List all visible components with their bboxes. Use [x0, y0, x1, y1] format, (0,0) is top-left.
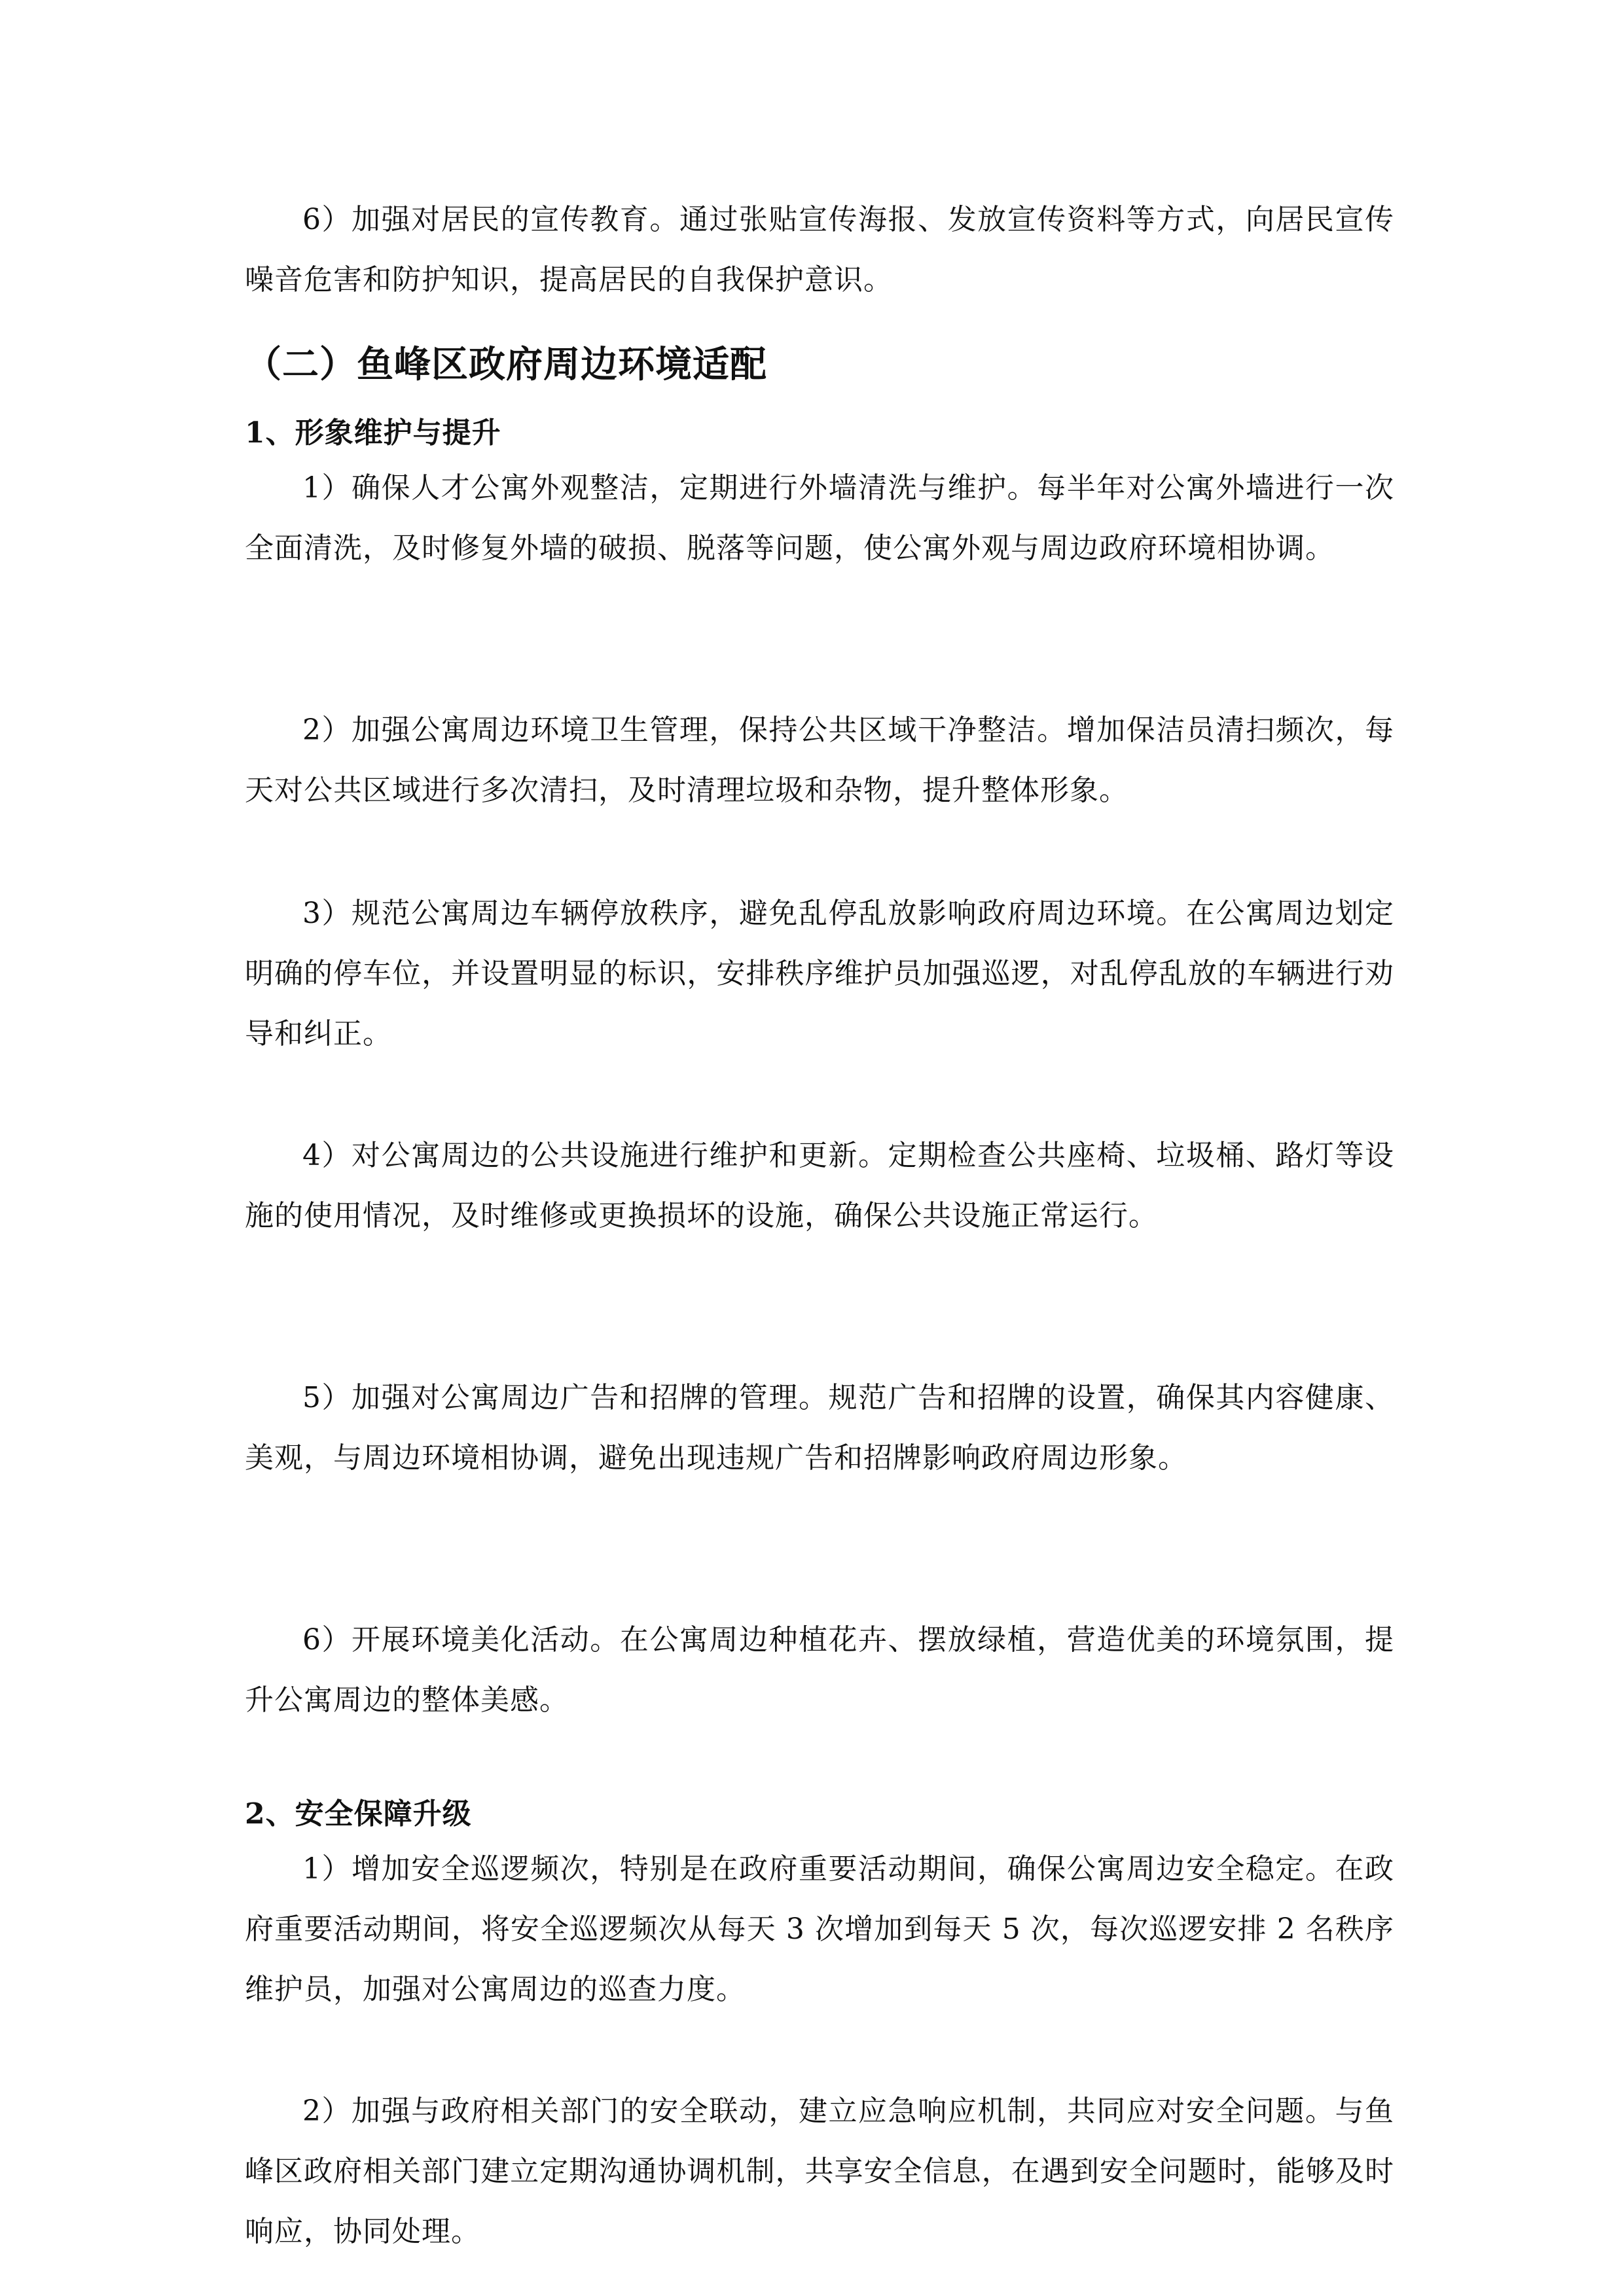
paragraph-beautification: 6）开展环境美化活动。在公寓周边种植花卉、摆放绿植，营造优美的环境氛围，提升公寓周边的整体美感。	[245, 1623, 1394, 1717]
paragraph-parking-order: 3）规范公寓周边车辆停放秩序，避免乱停乱放影响政府周边环境。在公寓周边划定明确的停车位，并设置明显的标识，安排秩序维护员加强巡逻，对乱停乱放的车辆进行劝导和纠正。	[245, 897, 1394, 1050]
subhead-image-maintenance: 1、形象维护与提升	[245, 416, 501, 450]
paragraph-resident-education: 6）加强对居民的宣传教育。通过张贴宣传海报、发放宣传资料等方式，向居民宣传噪音危害和防护知识，提高居民的自我保护意识。	[245, 203, 1394, 296]
text-block-3	[245, 407, 1394, 459]
text-block-10	[245, 1788, 1394, 1840]
text-block-7	[245, 1126, 1394, 1246]
text-block-4	[245, 458, 1394, 579]
paragraph-security-coordination: 2）加强与政府相关部门的安全联动，建立应急响应机制，共同应对安全问题。与鱼峰区政府相关部门建立定期沟通协调机制，共享安全信息，在遇到安全问题时，能够及时响应，协同处理。	[245, 2094, 1394, 2248]
text-block-2	[245, 335, 1394, 394]
paragraph-signage: 5）加强对公寓周边广告和招牌的管理。规范广告和招牌的设置，确保其内容健康、美观，与周边环境相协调，避免出现违规广告和招牌影响政府周边形象。	[245, 1381, 1394, 1475]
section-title-environment: （二）鱼峰区政府周边环境适配	[245, 343, 767, 386]
text-block-11	[245, 1839, 1394, 2020]
text-block-1	[245, 190, 1394, 310]
text-block-8	[245, 1368, 1394, 1488]
text-block-12	[245, 2081, 1394, 2262]
subhead-security-upgrade: 2、安全保障升级	[245, 1797, 472, 1831]
text-block-9	[245, 1610, 1394, 1731]
text-block-5	[245, 700, 1394, 821]
text-block-6	[245, 884, 1394, 1064]
paragraph-public-facilities: 4）对公寓周边的公共设施进行维护和更新。定期检查公共座椅、垃圾桶、路灯等设施的使用情况，及时维修或更换损坏的设施，确保公共设施正常运行。	[245, 1139, 1394, 1232]
paragraph-exterior-cleaning: 1）确保人才公寓外观整洁，定期进行外墙清洗与维护。每半年对公寓外墙进行一次全面清洗，及时修复外墙的破损、脱落等问题，使公寓外观与周边政府环境相协调。	[245, 471, 1394, 565]
paragraph-patrol-frequency: 1）增加安全巡逻频次，特别是在政府重要活动期间，确保公寓周边安全稳定。在政府重要活动期间，将安全巡逻频次从每天 3 次增加到每天 5 次，每次巡逻安排 2 名秩序维护员，加强对公寓周边的巡查力度。	[245, 1852, 1394, 2006]
paragraph-sanitation: 2）加强公寓周边环境卫生管理，保持公共区域干净整洁。增加保洁员清扫频次，每天对公共区域进行多次清扫，及时清理垃圾和杂物，提升整体形象。	[245, 713, 1394, 807]
